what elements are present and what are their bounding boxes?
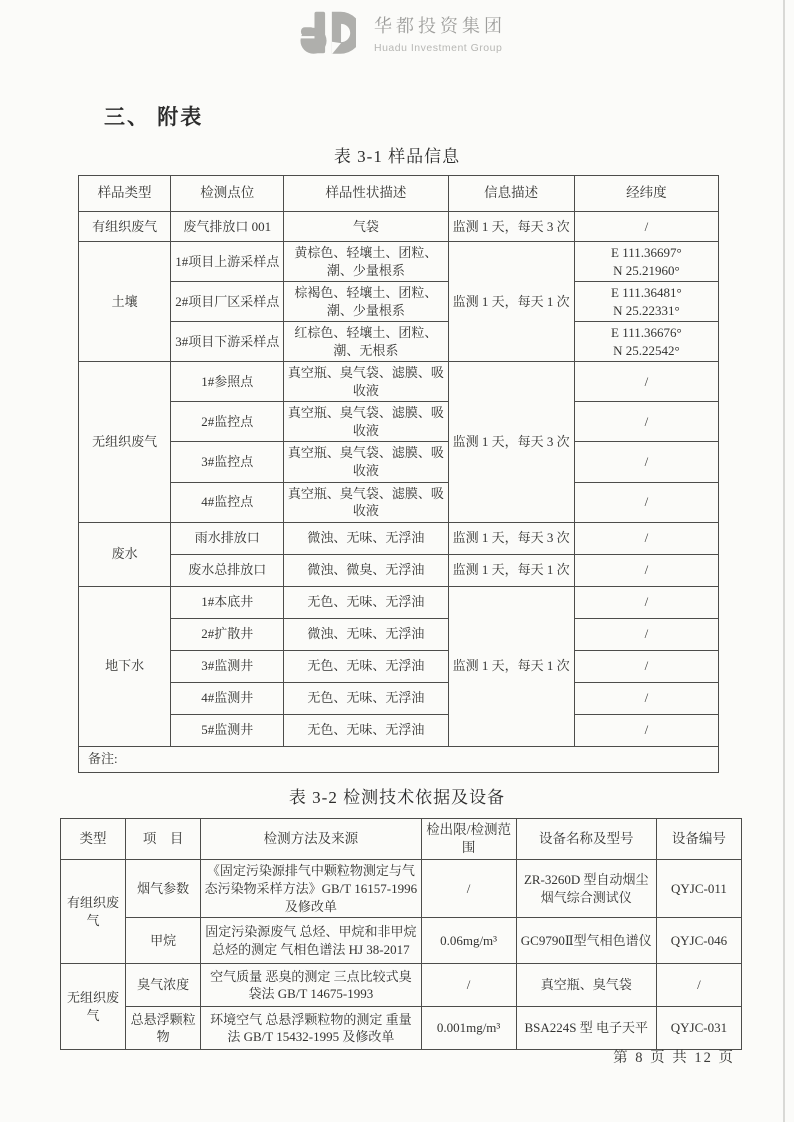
cell-description: 无色、无味、无浮油 [284,714,448,746]
table-row [61,860,742,918]
cell-info: 监测 1 天，每天 3 次 [448,522,574,554]
coordinate-north: N 25.21960° [613,262,680,278]
table-row [79,402,719,442]
cell-remark: 备注: [79,746,719,772]
cell-type: 无组织废气 [61,964,126,1050]
col-header-method: 检测方法及来源 [201,819,421,860]
cell-point: 3#监测井 [171,650,284,682]
cell-description: 真空瓶、臭气袋、滤膜、吸收液 [284,402,448,442]
cell-coordinates: / [574,482,718,522]
cell-point: 雨水排放口 [171,522,284,554]
table1-title: 表 3-1 样品信息 [333,147,461,166]
cell-method: 环境空气 总悬浮颗粒物的测定 重量法 GB/T 15432-1995 及修改单 [201,1007,421,1050]
cell-description: 无色、无味、无浮油 [284,586,448,618]
cell-type: 有组织废气 [61,860,126,964]
cell-description: 微浊、微臭、无浮油 [284,554,448,586]
cell-info: 监测 1 天，每天 3 次 [448,362,574,522]
sample-info-table [78,175,719,773]
company-name-cn: 华都投资集团 [374,16,506,36]
cell-device: ZR-3260D 型自动烟尘烟气综合测试仪 [516,860,656,918]
cell-point: 3#监控点 [171,442,284,482]
cell-point: 2#扩散井 [171,618,284,650]
col-header-type: 类型 [61,819,126,860]
cell-device-code: QYJC-046 [656,918,741,964]
table-row [79,650,719,682]
table-row [79,714,719,746]
table-row [79,522,719,554]
cell-method: 空气质量 恶臭的测定 三点比较式臭袋法 GB/T 14675-1993 [201,964,421,1007]
cell-item: 臭气浓度 [126,964,201,1007]
cell-device-code: QYJC-031 [656,1007,741,1050]
cell-point: 2#项目厂区采样点 [171,282,284,322]
table-row [61,964,742,1007]
col-header-device-code: 设备编号 [656,819,741,860]
cell-point: 4#监测井 [171,682,284,714]
cell-limit: / [421,964,516,1007]
coordinate-north: N 25.22542° [613,342,680,358]
col-header-info: 信息描述 [448,176,574,212]
cell-limit: / [421,860,516,918]
cell-method: 《固定污染源排气中颗粒物测定与气态污染物采样方法》GB/T 16157-1996 及修改单 [201,860,421,918]
page-number: 第 8 页 共 12 页 [613,1050,735,1066]
cell-sample-type: 废水 [79,522,171,586]
table-row [79,242,719,282]
cell-coordinates: / [574,586,718,618]
coordinate-east: E 111.36676° [611,325,682,341]
cell-point: 4#监控点 [171,482,284,522]
cell-info: 监测 1 天，每天 1 次 [448,242,574,362]
table-row [79,322,719,362]
col-header-item: 项 目 [126,819,201,860]
cell-description: 微浊、无味、无浮油 [284,618,448,650]
col-header-limit: 检出限/检测范围 [421,819,516,860]
coordinate-east: E 111.36697° [611,245,682,260]
cell-sample-type: 无组织废气 [79,362,171,522]
cell-info: 监测 1 天，每天 1 次 [448,554,574,586]
cell-description: 黄棕色、轻壤土、团粒、潮、少量根系 [284,242,448,282]
col-header-sample-type: 样品类型 [79,176,171,212]
cell-coordinates: / [574,402,718,442]
table-header-row [61,819,742,860]
cell-point: 1#项目上游采样点 [171,242,284,282]
table-row [79,682,719,714]
cell-limit: 0.001mg/m³ [421,1007,516,1050]
cell-description: 无色、无味、无浮油 [284,682,448,714]
cell-coordinates: / [574,682,718,714]
cell-item: 烟气参数 [126,860,201,918]
section-title: 三、 附表 [104,105,204,129]
table-row [61,918,742,964]
cell-point: 废气排放口 001 [171,212,284,242]
cell-coordinates: / [574,442,718,482]
cell-point: 1#本底井 [171,586,284,618]
col-header-coordinates: 经纬度 [574,176,718,212]
cell-description: 气袋 [284,212,448,242]
cell-description: 真空瓶、臭气袋、滤膜、吸收液 [284,362,448,402]
cell-method: 固定污染源废气 总烃、甲烷和非甲烷总烃的测定 气相色谱法 HJ 38-2017 [201,918,421,964]
table-row [79,618,719,650]
cell-device: BSA224S 型 电子天平 [516,1007,656,1050]
cell-point: 2#监控点 [171,402,284,442]
cell-device-code: QYJC-011 [656,860,741,918]
coordinate-east: E 111.36481° [611,285,682,301]
cell-sample-type: 地下水 [79,586,171,746]
company-logo [300,10,506,56]
company-logo-text [374,12,506,54]
cell-description: 棕褐色、轻壤土、团粒、潮、少量根系 [284,282,448,322]
cell-coordinates: / [574,650,718,682]
table-row [79,282,719,322]
company-name-en: Huadu Investment Group [374,42,503,54]
col-header-device: 设备名称及型号 [516,819,656,860]
table-row [79,362,719,402]
table-row [61,1007,742,1050]
cell-point: 1#参照点 [171,362,284,402]
cell-item: 总悬浮颗粒物 [126,1007,201,1050]
coordinate-north: N 25.22331° [613,302,680,318]
cell-info: 监测 1 天，每天 3 次 [448,212,574,242]
cell-description: 真空瓶、臭气袋、滤膜、吸收液 [284,442,448,482]
cell-item: 甲烷 [126,918,201,964]
cell-point: 3#项目下游采样点 [171,322,284,362]
cell-coordinates [574,322,718,362]
huadu-logo-icon [300,10,356,56]
col-header-point: 检测点位 [171,176,284,212]
table-row [79,482,719,522]
cell-coordinates: / [574,212,718,242]
table-header-row [79,176,719,212]
cell-coordinates: / [574,554,718,586]
cell-description: 红棕色、轻壤土、团粒、潮、无根系 [284,322,448,362]
cell-device: GC9790Ⅱ型气相色谱仪 [516,918,656,964]
cell-device: 真空瓶、臭气袋 [516,964,656,1007]
cell-coordinates: / [574,362,718,402]
cell-coordinates [574,282,718,322]
cell-coordinates [574,242,718,282]
cell-description: 微浊、无味、无浮油 [284,522,448,554]
scan-edge-line [783,0,785,1122]
table-row [79,554,719,586]
table-row [79,212,719,242]
cell-limit: 0.06mg/m³ [421,918,516,964]
cell-description: 真空瓶、臭气袋、滤膜、吸收液 [284,482,448,522]
table-row-remark [79,746,719,772]
cell-coordinates: / [574,618,718,650]
cell-coordinates: / [574,522,718,554]
cell-point: 废水总排放口 [171,554,284,586]
cell-point: 5#监测井 [171,714,284,746]
table-row [79,586,719,618]
table-row [79,442,719,482]
cell-sample-type: 有组织废气 [79,212,171,242]
cell-coordinates: / [574,714,718,746]
col-header-description: 样品性状描述 [284,176,448,212]
cell-sample-type: 土壤 [79,242,171,362]
table2-title: 表 3-2 检测技术依据及设备 [288,788,506,807]
cell-info: 监测 1 天，每天 1 次 [448,586,574,746]
method-equipment-table [60,818,742,1050]
cell-device-code: / [656,964,741,1007]
cell-description: 无色、无味、无浮油 [284,650,448,682]
